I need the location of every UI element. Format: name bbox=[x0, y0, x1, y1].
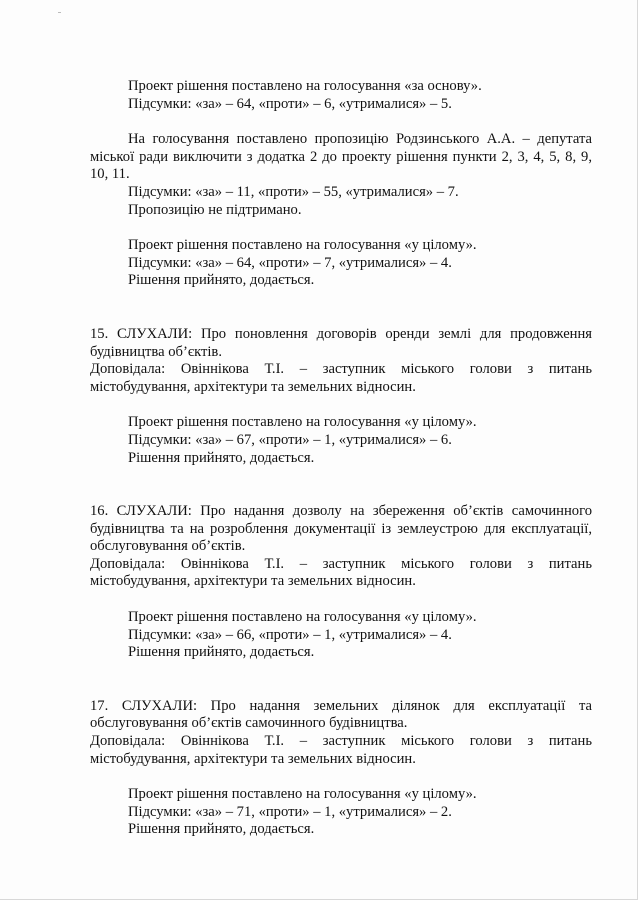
decision-text: Рішення прийнято, додається. bbox=[128, 644, 315, 661]
vote-result: Підсумки: «за» – 66, «проти» – 1, «утрималися» – 4. bbox=[128, 626, 452, 643]
vote-whole-text: Проект рішення поставлено на голосування «у цілому». bbox=[128, 237, 477, 254]
agenda-item-16 bbox=[90, 503, 592, 662]
agenda-item-heading: 15. СЛУХАЛИ: Про поновлення договорів оренди землі для продовження будівництва об’єктів. bbox=[90, 325, 592, 360]
vote-result: Підсумки: «за» – 71, «проти» – 1, «утрималися» – 2. bbox=[128, 803, 452, 820]
speaker-text: Доповідала: Овіннікова Т.І. – заступник міського голови з питань містобудування, архітектури та земельних відносин. bbox=[90, 555, 592, 590]
proposal-text: На голосування поставлено пропозицію Родзинського А.А. – депутата міської ради виключити з додатка 2 до проекту рішення пункти 2, 3, 4, 5, 8, 9, 10, 11. bbox=[90, 131, 592, 183]
scan-mark bbox=[58, 12, 61, 13]
decision-text: Рішення прийнято, додається. bbox=[128, 821, 315, 838]
speaker-text: Доповідала: Овіннікова Т.І. – заступник міського голови з питань містобудування, архітектури та земельних відносин. bbox=[90, 733, 592, 767]
vote-text: Проект рішення поставлено на голосування «у цілому». bbox=[128, 414, 477, 431]
vote-basis-text: Проект рішення поставлено на голосування «за основу». bbox=[128, 78, 482, 94]
vote-text: Проект рішення поставлено на голосування «у цілому». bbox=[128, 786, 477, 803]
agenda-item-heading: 16. СЛУХАЛИ: Про надання дозволу на збереження об’єктів самочинного будівництва та на розроблення документації із землеустрою для експлуатації, обслуговування об’єктів. bbox=[90, 503, 592, 555]
voting-block bbox=[90, 78, 592, 290]
vote-whole-result: Підсумки: «за» – 64, «проти» – 7, «утрималися» – 4. bbox=[128, 254, 452, 271]
speaker-text: Доповідала: Овіннікова Т.І. – заступник міського голови з питань містобудування, архітектури та земельних відносин. bbox=[90, 361, 592, 395]
document-body bbox=[90, 78, 592, 839]
vote-basis-result: Підсумки: «за» – 64, «проти» – 6, «утрималися» – 5. bbox=[128, 95, 452, 112]
vote-text: Проект рішення поставлено на голосування «у цілому». bbox=[128, 609, 477, 626]
agenda-item-heading: 17. СЛУХАЛИ: Про надання земельних ділянок для експлуатації та обслуговування об’єктів самочинного будівництва. bbox=[90, 697, 592, 732]
vote-result: Підсумки: «за» – 67, «проти» – 1, «утрималися» – 6. bbox=[128, 431, 452, 448]
decision-text: Рішення прийнято, додається. bbox=[128, 272, 315, 289]
agenda-item-17 bbox=[90, 698, 592, 839]
agenda-item-15 bbox=[90, 326, 592, 467]
proposal-result: Підсумки: «за» – 11, «проти» – 55, «утрималися» – 7. bbox=[128, 183, 459, 200]
proposal-outcome: Пропозицію не підтримано. bbox=[128, 201, 302, 218]
decision-text: Рішення прийнято, додається. bbox=[128, 449, 315, 466]
